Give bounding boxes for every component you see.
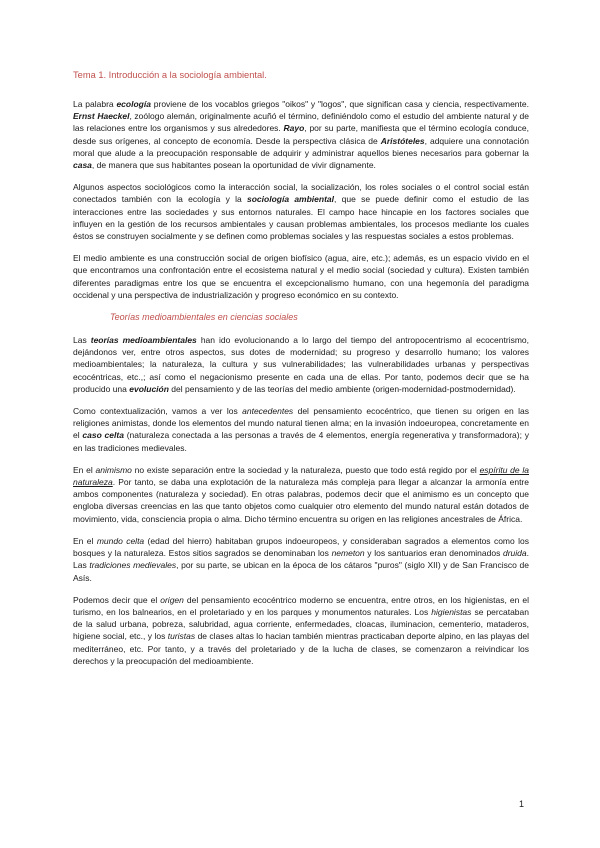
term-tradiciones-medievales: tradiciones medievales xyxy=(89,560,177,571)
term-casa: casa xyxy=(73,160,92,171)
term-druida: druida xyxy=(502,548,527,559)
paragraph-antecedentes: Como contextualización, vamos a ver los antecedentes del pensamiento ecocéntrico, que tienen su origen en las religiones animistas, donde los elementos del mundo natural tienen alma; en la invasión indoeuropea, concretamente en el caso celta (naturaleza conectada a las personas a través de 4 elementos, energía regenerativa y transformadora); y en las tradiciones medievales. xyxy=(73,406,529,453)
paragraph-teorias: Las teorías medioambientales han ido evolucionando a lo largo del tiempo del antropocentrismo al ecocentrismo, dejándonos ver, entre otros aspectos, sus dotes de modernidad; su progreso y desarrollo humano; los valores medioambientales; la naturaleza, la cultura y sus vulnerabilidades; las vulnerabilidades urbanas y perspectivas ecocéntricas, etc.,; así como el negacionismo presente en cada una de ellas. Por tanto, podemos decir que se ha producido una evolución del pensamiento y de las teorías del medio ambiente (origen-modernidad-postmodernidad). xyxy=(73,335,529,394)
term-caso-celta: caso celta xyxy=(82,430,124,441)
term-higienistas: higienistas xyxy=(431,606,472,617)
term-animismo: animismo xyxy=(95,464,132,475)
term-ernst-haeckel: Ernst Haeckel xyxy=(73,111,130,122)
section-subtitle: Teorías medioambientales en ciencias sociales xyxy=(110,312,298,323)
paragraph-ecologia: La palabra ecología proviene de los vocablos griegos "oikos" y "logos", que significan casa y ciencia, respectivamente. Ernst Haeckel, zoólogo alemán, originalmente acuñó el término, definiéndolo como el estudio del ambiente natural y de las relaciones entre los organismos y sus alrededores. Rayo, por su parte, manifiesta que el término ecología conduce, desde sus orígenes, al concepto de economía. Desde la perspectiva clásica de Aristóteles, adquiere una connotación moral que alude a la preocupación responsable de adquirir y administrar aquellos bienes necesarios para gobernar la casa, de manera que sus habitantes posean la oportunidad de vivir dignamente. xyxy=(73,99,529,171)
term-origen: origen xyxy=(160,594,184,605)
term-teorias-medioambientales: teorías medioambientales xyxy=(90,335,197,346)
term-nemeton: nemeton xyxy=(331,548,365,559)
term-rayo: Rayo xyxy=(283,123,305,134)
term-mundo-celta: mundo celta xyxy=(96,535,145,546)
page-title: Tema 1. Introducción a la sociología ambiental. xyxy=(73,70,267,80)
page-number: 1 xyxy=(519,799,525,809)
paragraph-sociologia-ambiental: Algunos aspectos sociológicos como la interacción social, la socialización, los roles sociales o el control social están conectados también con la ecología y la sociología ambiental, que se puede definir como el estudio de las interacciones entre las sociedades y sus entornos naturales. El campo hace hincapie en los factores sociales que influyen en la gestión de los recursos ambientales y causan problemas ambientales, los procesos mediante los cuales éstos se construyen socialmente y se definen como problemas sociales y las respuestas sociales a estos problemas. xyxy=(73,182,529,242)
term-evolucion: evolución xyxy=(129,383,169,394)
term-aristoteles: Aristóteles xyxy=(380,135,425,146)
paragraph-origen: Podemos decir que el origen del pensamiento ecocéntrico moderno se encuentra, entre otros, en los higienistas, en el turismo, en los balnearios, en el proletariado y en los parques y monumentos naturales. Los higienistas se percataban de la salud urbana, pobreza, salubridad, agua corriente, enfermedades, cloacas, iluminacion, cementerio, mataderos, higiene social, etc., y los turistas de clases altas lo hacian también mientras practicaban deporte alpino, en las playas del mediterráneo, etc. Por tanto, y a través del proletariado y de la lucha de clases, se comenzaron a reivindicar los derechos y la preocupación del medioambiente. xyxy=(73,594,529,666)
term-sociologia-ambiental: sociología ambiental xyxy=(247,194,335,205)
term-espiritu-naturaleza: espíritu de la naturaleza xyxy=(73,464,529,488)
paragraph-medio-ambiente: El medio ambiente es una construcción social de origen biofísico (agua, aire, etc.); además, es un espacio vivido en el que encontramos una confrontación entre el ecosistema natural y el medio social (sociedad y cultura). Existen también diferentes paradigmas entre los que se encuentra el excepcionalismo humano, con una hegemonía del paradigma occidenal y una perspectiva de industrialización y progreso económico en su contexto. xyxy=(73,253,529,300)
term-ecologia: ecología xyxy=(116,99,151,109)
term-turistas: turistas xyxy=(167,631,196,642)
paragraph-animismo: En el animismo no existe separación entre la sociedad y la naturaleza, puesto que todo está regido por el espíritu de la naturaleza. Por tanto, se daba una explotación de la naturaleza más compleja para llegar a alcanzar la armonía entre ambos componentes (naturaleza y sociedad). En otras palabras, podemos decir que el animismo es un concepto que engloba diversas creencias en las que tanto objetos como cualquier otro elemento del mundo natural están dotados de movimiento, vida, consciencia propia o alma. Dicho término encuentra su origen en las religiones ancestrales de África. xyxy=(73,464,529,524)
term-antecedentes: antecedentes xyxy=(242,406,294,417)
page-content xyxy=(73,69,529,677)
paragraph-mundo-celta: En el mundo celta (edad del hierro) habitaban grupos indoeuropeos, y consideraban sagrados a elementos como los bosques y la naturaleza. Estos sitios sagrados se denominaban los nemeton y los santuarios eran denominados druida. Las tradiciones medievales, por su parte, se ubican en la época de los cátaros "puros" (siglo XII) y de San Francisco de Asís. xyxy=(73,535,529,583)
